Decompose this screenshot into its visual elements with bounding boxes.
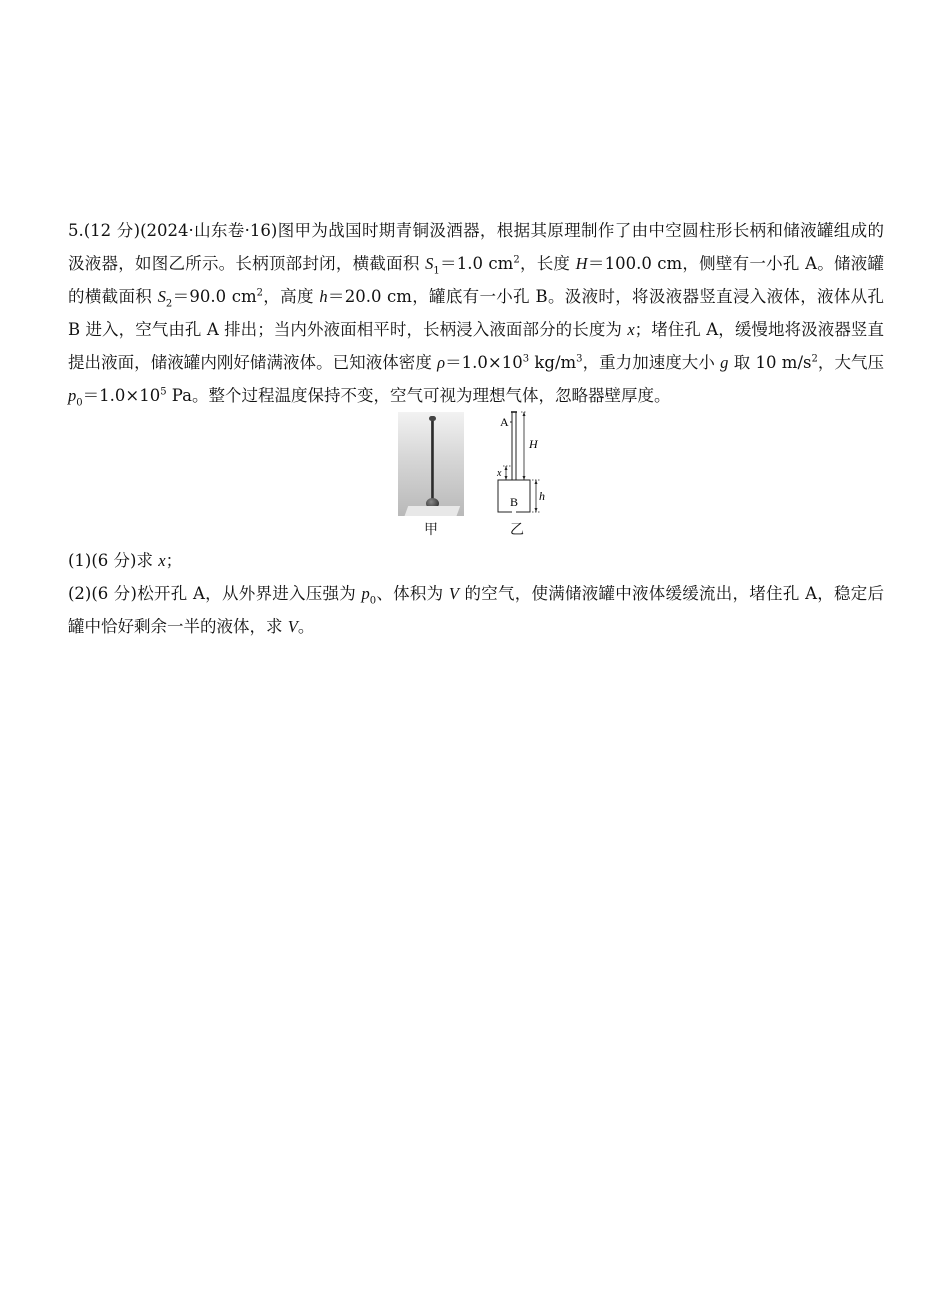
label-big-h: H xyxy=(529,437,538,451)
dipper-top xyxy=(429,416,436,421)
label-b: B xyxy=(510,495,519,509)
caption-yi: 乙 xyxy=(510,522,524,538)
caption-jia: 甲 xyxy=(424,522,438,538)
label-x: x xyxy=(497,468,502,479)
dipper-handle xyxy=(431,418,434,502)
handle-tube xyxy=(512,412,516,480)
problem-source: (2024·山东卷·16) xyxy=(140,221,278,240)
bronze-wine-dipper-photo xyxy=(398,412,464,516)
question-2: (2)(6 分)松开孔 A，从外界进入压强为 $p_0$、体积为 V 的空气，使满储液罐中液体缓缓流出，堵住孔 A，稳定后罐中恰好剩余一半的液体，求 V。 xyxy=(68,584,885,636)
liquid-dipper-diagram xyxy=(492,408,564,520)
problem-text: 5.(12 分)(2024·山东卷·16)图甲为战国时期青铜汲酒器，根据其原理制作了由中空圆柱形长柄和储液罐组成的汲液器，如图乙所示。长柄顶部封闭，横截面积 $S_1=1.0$ $cm^2$，长度 H＝100.0 cm，侧壁有一小孔 A。储液罐的横截面积 $S_2=90.0$ $cm^2$，高度 h＝20.0 cm，罐底有一小孔 B。汲液时，将汲液器竖直浸入液体，液体从孔 B 进入，空气由孔 A 排出；当内外液面相平时，长柄浸入液面部分的长度为 x；堵住孔 A，缓慢地将汲液器竖直提出液面，储液罐内刚好储满液体。已知液体密度 $\rho=1.0\times 10^3$ $kg/m^3$，重力加速度大小 g 取 10 $m/s^2$，大气压 $p_0=1.0\times 10^5$ Pa。整个过程温度保持不变，空气可视为理想气体，忽略器壁厚度。 xyxy=(68,221,885,409)
label-a: A xyxy=(500,415,509,429)
problem-points: (12 分) xyxy=(83,221,141,240)
label-small-h: h xyxy=(539,489,545,503)
problem-statement xyxy=(68,214,884,412)
figure xyxy=(396,408,566,538)
sub-questions xyxy=(68,544,884,643)
photo-pedestal xyxy=(404,506,460,516)
problem-number: 5. xyxy=(68,221,84,240)
question-1: (1)(6 分)求 x； xyxy=(68,551,183,570)
